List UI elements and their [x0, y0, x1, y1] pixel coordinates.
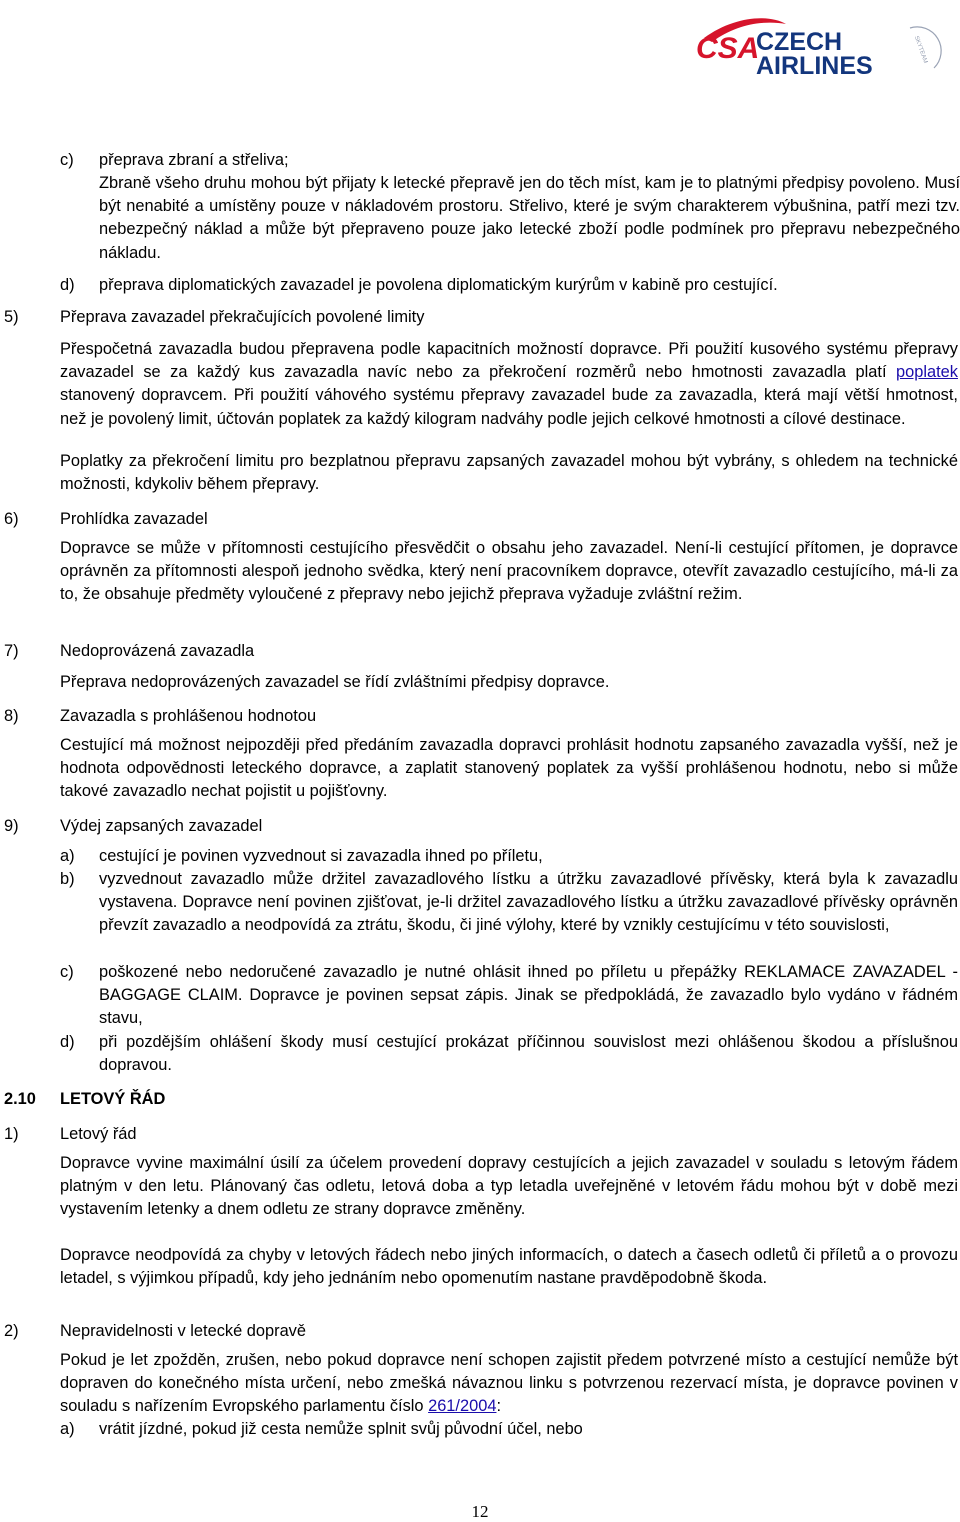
section-7-paragraph: Přeprava nedoprovázených zavazadel se řídí zvláštními předpisy dopravce.: [60, 673, 610, 691]
letovy-rad-2-paragraph: [60, 1349, 958, 1419]
logo-csa-text: CSA: [696, 32, 760, 65]
section-8-paragraph: Cestující má možnost nejpozději před předáním zavazadla dopravci prohlásit hodnotu zapsaného zavazadla vyšší, než je hodnota odpovědnosti leteckého dopravce, a zaplatit stanovený poplatek za vyšší prohlášenou hodnotu, nebo si může takové zavazadlo nechat pojistit u pojišťovny.: [60, 736, 958, 801]
section-6-paragraph: Dopravce se může v přítomnosti cestujícího přesvědčit o obsahu jeho zavazadel. Není-li cestující přítomen, je dopravce oprávněn za přítomnosti alespoň jednoho svědka, který není pracovníkem dopravce, otevřít zavazadlo cestujícího, má-li za to, že obsahuje předměty vyloučené z přepravy nebo jejichž přeprava vyžaduje zvláštní režim.: [60, 539, 958, 604]
section-9-item-d-text: při pozdějším ohlášení škody musí cestující prokázat příčinnou souvislost mezi ohlášenou škodou a příslušnou dopravou.: [99, 1033, 958, 1075]
item-c-label: c): [60, 151, 74, 169]
regulation-261-2004-link[interactable]: 261/2004: [428, 1397, 497, 1416]
poplatek-link[interactable]: poplatek: [896, 363, 958, 382]
section-5-text-a: Přespočetná zavazadla budou přepravena podle kapacitních možností dopravce. Při použití kusového systému přepravy zavazadel se za každý kus zavazadla navíc nebo za překročení rozměrů nebo hmotnosti zavazadla platí: [60, 340, 958, 382]
section-7-number: 7): [4, 642, 19, 660]
section-9-item-a-label: a): [60, 847, 75, 865]
section-5-text-b: stanovený dopravcem. Při použití váhového systému přepravy zavazadel bude za zavazadla, která mají větší hmotnost, než je povolený limit, účtován poplatek za každý kilogram nadváhy podle jejich celkové hmotnosti a cílové destinace.: [60, 386, 958, 428]
section-9-item-c-label: c): [60, 963, 74, 981]
letovy-rad-2-text-a: Pokud je let zpožděn, zrušen, nebo pokud dopravce není schopen zajistit předem potvrzené místo a cestující nemůže být dopraven do konečného místa určení, nebo zmešká návaznou linku s potvrzenou rezervací místa, je dopravce povinen v souladu s nařízením Evropského parlamentu číslo: [60, 1351, 958, 1416]
section-6-title: Prohlídka zavazadel: [60, 510, 208, 528]
section-9-item-b-text: vyzvednout zavazadlo může držitel zavazadlového lístku a útržku zavazadlové přívěsky, která byla k zavazadlu vystavena. Dopravce není povinen zjišťovat, je-li držitel zavazadlového lístku a útržku zavazadlové přívěsky oprávněn převzít zavazadlo a neodpovídá za ztrátu, škodu, či jiné výlohy, které by vznikly cestujícímu v této souvislosti,: [99, 870, 958, 935]
item-d-label: d): [60, 276, 75, 294]
skyteam-text: SKYTEAM: [912, 35, 929, 65]
czech-airlines-logo: [694, 10, 956, 82]
section-5-paragraph-1: [60, 338, 958, 431]
logo-czech-text: CZECH: [756, 28, 843, 56]
letovy-rad-paragraph-1: Dopravce vyvine maximální úsilí za účelem provedení dopravy cestujících a jejich zavazadel v souladu s letovým řádem platným v den letu. Plánovaný čas odletu, letová doba a typ letadla uveřejněné v letovém řádu mohou být v době mezi vystavením letenky a dnem odletu ze strany dopravce změněny.: [60, 1154, 958, 1219]
page-number: 12: [471, 1502, 489, 1521]
section-5-number: 5): [4, 308, 19, 326]
item-d-text: přeprava diplomatických zavazadel je povolena diplomatickým kurýrům v kabině pro cestující.: [99, 276, 778, 294]
section-5-paragraph-2: Poplatky za překročení limitu pro bezplatnou přepravu zapsaných zavazadel mohou být vybrány, s ohledem na technické možnosti, kdykoliv během přepravy.: [60, 452, 958, 494]
section-8-title: Zavazadla s prohlášenou hodnotou: [60, 707, 317, 725]
section-2-10-title: LETOVÝ ŘÁD: [60, 1090, 166, 1108]
section-9-title: Výdej zapsaných zavazadel: [60, 817, 263, 835]
letovy-rad-2-item-a-text: vrátit jízdné, pokud již cesta nemůže splnit svůj původní účel, nebo: [99, 1420, 583, 1438]
item-c-title: přeprava zbraní a střeliva;: [99, 151, 289, 169]
letovy-rad-1-number: 1): [4, 1125, 19, 1143]
section-9-item-a-text: cestující je povinen vyzvednout si zavazadla ihned po příletu,: [99, 847, 543, 865]
section-9-number: 9): [4, 817, 19, 835]
letovy-rad-2-title: Nepravidelnosti v letecké dopravě: [60, 1322, 306, 1340]
letovy-rad-paragraph-2: Dopravce neodpovídá za chyby v letových řádech nebo jiných informacích, o datech a časech odletů či příletů a o provozu letadel, s výjimkou případů, kdy jeho jednáním nebo opomenutím nastane pravděpodobně škoda.: [60, 1246, 958, 1288]
letovy-rad-1-title: Letový řád: [60, 1125, 137, 1143]
letovy-rad-2-number: 2): [4, 1322, 19, 1340]
section-8-number: 8): [4, 707, 19, 725]
section-9-item-b-label: b): [60, 870, 75, 888]
czech-airlines-logo-mark: [694, 10, 956, 82]
item-c-text: Zbraně všeho druhu mohou být přijaty k letecké přepravě jen do těch míst, kam je to platnými předpisy povoleno. Musí být nenabité a umístěny pouze v nákladovém prostoru. Střelivo, které je svým charakterem výbušnina, patří mezi tzv. nebezpečný náklad a může být přepraveno pouze jako letecké zboží podle podmínek pro přepravu nebezpečného nákladu.: [99, 174, 960, 262]
letovy-rad-2-item-a-label: a): [60, 1420, 75, 1438]
section-9-item-d-label: d): [60, 1033, 75, 1051]
skyteam-icon: [910, 27, 941, 68]
section-7-title: Nedoprovázená zavazadla: [60, 642, 255, 660]
section-9-item-c-text: poškozené nebo nedoručené zavazadlo je nutné ohlásit ihned po příletu u přepážky REKLAMACE ZAVAZADEL - BAGGAGE CLAIM. Dopravce je povinen sepsat zápis. Jinak se předpokládá, že zavazadlo bylo vydáno v řádném stavu,: [99, 963, 958, 1028]
section-2-10-number: 2.10: [4, 1090, 36, 1108]
letovy-rad-2-text-b: :: [496, 1397, 502, 1416]
section-6-number: 6): [4, 510, 19, 528]
logo-airlines-text: AIRLINES: [756, 52, 873, 80]
section-5-title: Přeprava zavazadel překračujících povolené limity: [60, 308, 425, 326]
